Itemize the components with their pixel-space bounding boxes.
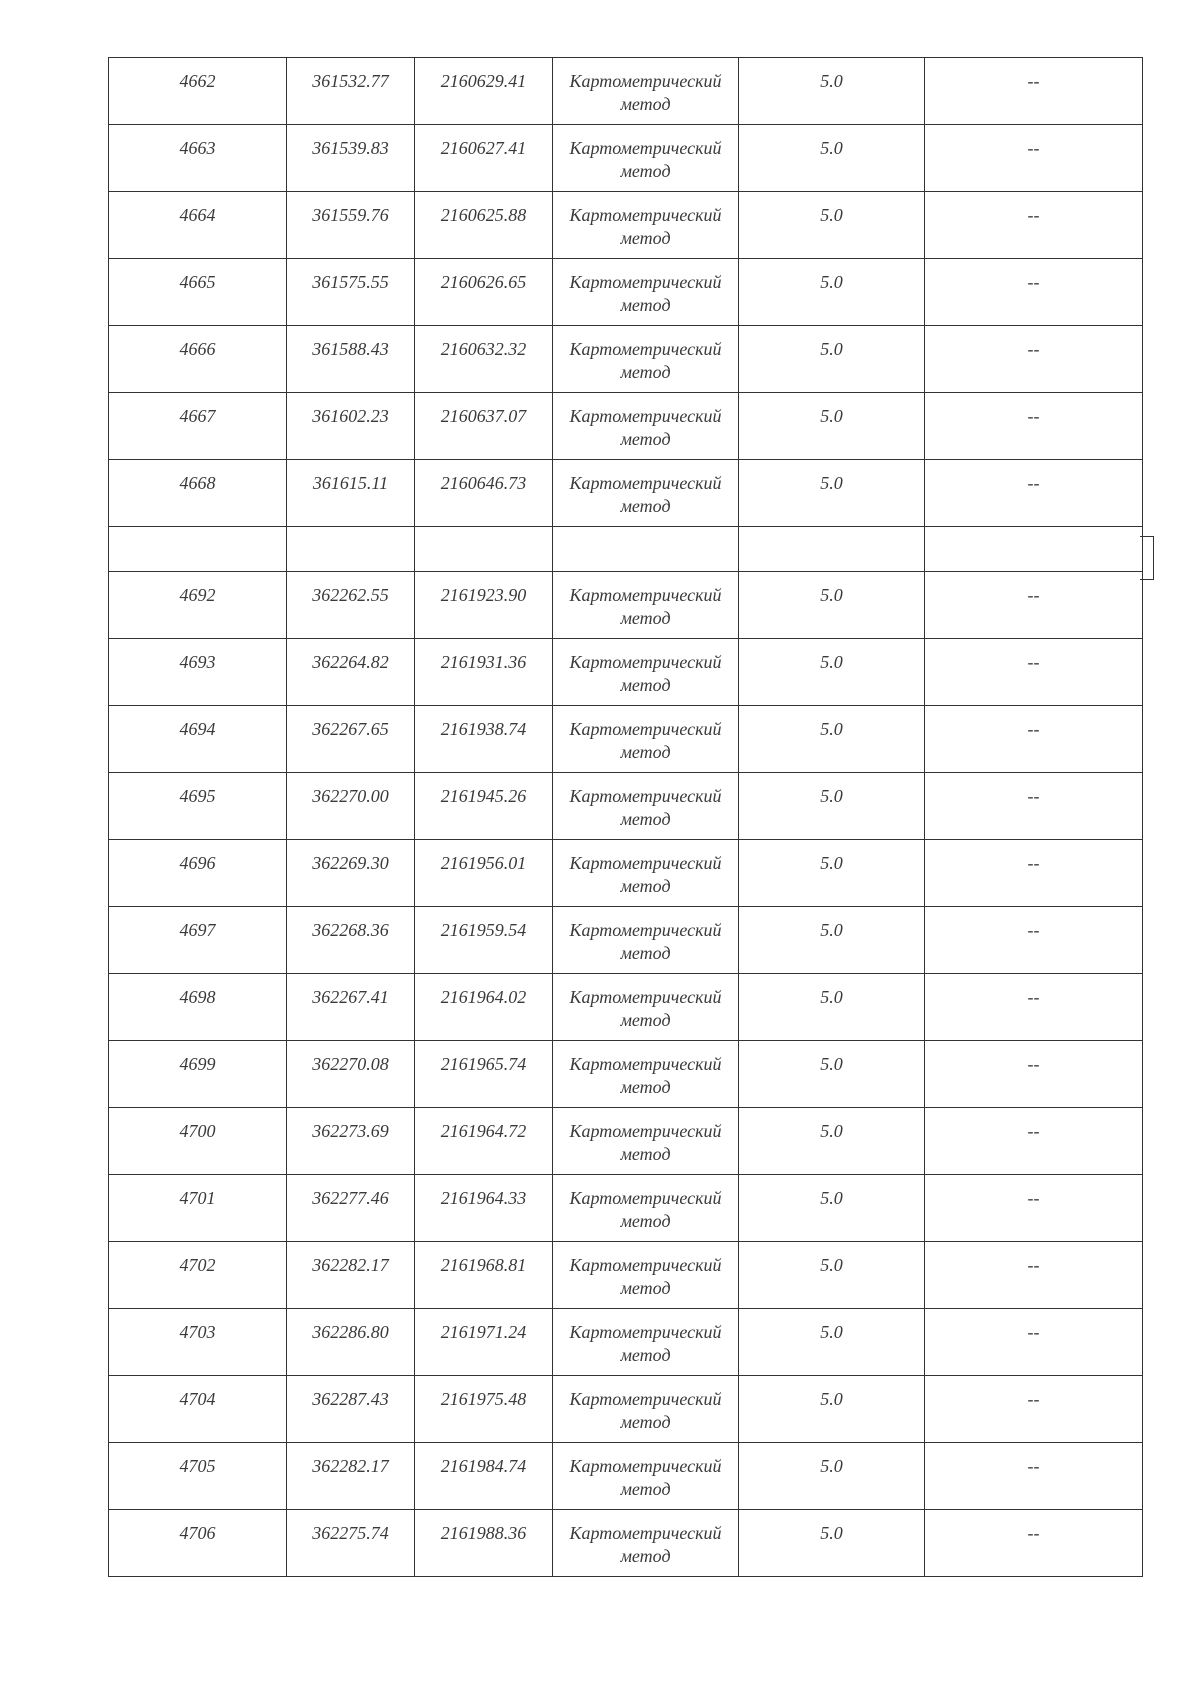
x-coordinate-cell xyxy=(287,393,415,460)
note-cell xyxy=(925,460,1143,527)
y-coordinate-cell-text: 2161938.74 xyxy=(440,719,527,739)
x-coordinate-cell-text: 362273.69 xyxy=(312,1121,389,1141)
point-number-cell xyxy=(109,58,287,125)
accuracy-cell-text: 5.0 xyxy=(820,652,843,672)
point-number-cell-text: 4698 xyxy=(179,987,216,1007)
y-coordinate-cell-text: 2161965.74 xyxy=(440,1054,527,1074)
table-row xyxy=(109,773,1143,840)
x-coordinate-cell xyxy=(287,326,415,393)
x-coordinate-cell-text: 362286.80 xyxy=(312,1322,389,1342)
method-cell xyxy=(553,1108,739,1175)
note-cell-text: -- xyxy=(1027,1255,1040,1275)
note-cell xyxy=(925,58,1143,125)
x-coordinate-cell xyxy=(287,572,415,639)
x-coordinate-cell-text: 362277.46 xyxy=(312,1188,389,1208)
y-coordinate-cell-text: 2160629.41 xyxy=(440,71,527,91)
x-coordinate-cell-text: 362275.74 xyxy=(312,1523,389,1543)
accuracy-cell xyxy=(739,1309,925,1376)
accuracy-cell xyxy=(739,840,925,907)
accuracy-cell-text: 5.0 xyxy=(820,339,843,359)
x-coordinate-cell xyxy=(287,840,415,907)
empty-cell xyxy=(925,527,1143,572)
method-cell xyxy=(553,974,739,1041)
note-cell-text: -- xyxy=(1027,406,1040,426)
accuracy-cell xyxy=(739,326,925,393)
point-number-cell-text: 4667 xyxy=(179,406,216,426)
method-cell xyxy=(553,639,739,706)
table-row xyxy=(109,706,1143,773)
accuracy-cell-text: 5.0 xyxy=(820,406,843,426)
point-number-cell-text: 4692 xyxy=(179,585,216,605)
method-cell-text: Картометрический метод xyxy=(569,406,722,449)
table-row xyxy=(109,907,1143,974)
method-cell xyxy=(553,58,739,125)
x-coordinate-cell xyxy=(287,1376,415,1443)
note-cell xyxy=(925,639,1143,706)
method-cell-text: Картометрический метод xyxy=(569,719,722,762)
method-cell-text: Картометрический метод xyxy=(569,920,722,963)
x-coordinate-cell xyxy=(287,907,415,974)
accuracy-cell xyxy=(739,259,925,326)
accuracy-cell xyxy=(739,1376,925,1443)
table-row xyxy=(109,1309,1143,1376)
x-coordinate-cell-text: 362268.36 xyxy=(312,920,389,940)
x-coordinate-cell xyxy=(287,706,415,773)
y-coordinate-cell-text: 2161931.36 xyxy=(440,652,527,672)
table-row xyxy=(109,1242,1143,1309)
method-cell xyxy=(553,773,739,840)
accuracy-cell xyxy=(739,1108,925,1175)
note-cell-text: -- xyxy=(1027,987,1040,1007)
accuracy-cell-text: 5.0 xyxy=(820,585,843,605)
note-cell xyxy=(925,192,1143,259)
empty-cell xyxy=(287,527,415,572)
note-cell-text: -- xyxy=(1027,719,1040,739)
point-number-cell xyxy=(109,192,287,259)
method-cell xyxy=(553,1175,739,1242)
point-number-cell xyxy=(109,259,287,326)
accuracy-cell xyxy=(739,907,925,974)
method-cell xyxy=(553,125,739,192)
accuracy-cell xyxy=(739,1175,925,1242)
x-coordinate-cell xyxy=(287,974,415,1041)
method-cell xyxy=(553,1510,739,1577)
method-cell xyxy=(553,192,739,259)
method-cell xyxy=(553,259,739,326)
y-coordinate-cell xyxy=(415,1376,553,1443)
y-coordinate-cell xyxy=(415,1309,553,1376)
y-coordinate-cell-text: 2160637.07 xyxy=(440,406,527,426)
point-number-cell xyxy=(109,326,287,393)
note-cell-text: -- xyxy=(1027,138,1040,158)
point-number-cell-text: 4706 xyxy=(179,1523,216,1543)
note-cell xyxy=(925,1175,1143,1242)
note-cell xyxy=(925,1443,1143,1510)
point-number-cell xyxy=(109,1510,287,1577)
y-coordinate-cell-text: 2161968.81 xyxy=(440,1255,527,1275)
accuracy-cell-text: 5.0 xyxy=(820,1121,843,1141)
accuracy-cell-text: 5.0 xyxy=(820,1255,843,1275)
accuracy-cell xyxy=(739,1242,925,1309)
y-coordinate-cell-text: 2161964.33 xyxy=(440,1188,527,1208)
method-cell-text: Картометрический метод xyxy=(569,473,722,516)
point-number-cell xyxy=(109,572,287,639)
y-coordinate-cell xyxy=(415,572,553,639)
y-coordinate-cell xyxy=(415,773,553,840)
empty-separator-row xyxy=(109,527,1143,572)
table-row xyxy=(109,1443,1143,1510)
note-cell xyxy=(925,326,1143,393)
accuracy-cell-text: 5.0 xyxy=(820,1054,843,1074)
y-coordinate-cell xyxy=(415,1175,553,1242)
note-cell-text: -- xyxy=(1027,585,1040,605)
y-coordinate-cell xyxy=(415,706,553,773)
note-cell xyxy=(925,974,1143,1041)
point-number-cell xyxy=(109,1175,287,1242)
y-coordinate-cell xyxy=(415,639,553,706)
method-cell-text: Картометрический метод xyxy=(569,205,722,248)
method-cell-text: Картометрический метод xyxy=(569,1322,722,1365)
accuracy-cell xyxy=(739,460,925,527)
accuracy-cell xyxy=(739,192,925,259)
table-row xyxy=(109,58,1143,125)
y-coordinate-cell xyxy=(415,974,553,1041)
point-number-cell xyxy=(109,125,287,192)
y-coordinate-cell xyxy=(415,58,553,125)
method-cell-text: Картометрический метод xyxy=(569,339,722,382)
x-coordinate-cell xyxy=(287,1108,415,1175)
note-cell-text: -- xyxy=(1027,339,1040,359)
method-cell-text: Картометрический метод xyxy=(569,786,722,829)
note-cell xyxy=(925,1376,1143,1443)
y-coordinate-cell-text: 2160632.32 xyxy=(440,339,527,359)
y-coordinate-cell-text: 2161959.54 xyxy=(440,920,527,940)
note-cell xyxy=(925,572,1143,639)
method-cell-text: Картометрический метод xyxy=(569,1121,722,1164)
method-cell xyxy=(553,840,739,907)
accuracy-cell xyxy=(739,572,925,639)
x-coordinate-cell-text: 361575.55 xyxy=(312,272,389,292)
point-number-cell xyxy=(109,1443,287,1510)
point-number-cell-text: 4699 xyxy=(179,1054,216,1074)
y-coordinate-cell xyxy=(415,1242,553,1309)
point-number-cell xyxy=(109,706,287,773)
table-row xyxy=(109,1108,1143,1175)
x-coordinate-cell-text: 361602.23 xyxy=(312,406,389,426)
x-coordinate-cell xyxy=(287,1175,415,1242)
x-coordinate-cell xyxy=(287,259,415,326)
note-cell-text: -- xyxy=(1027,1188,1040,1208)
note-cell-text: -- xyxy=(1027,1523,1040,1543)
accuracy-cell-text: 5.0 xyxy=(820,1523,843,1543)
table-row xyxy=(109,1376,1143,1443)
empty-cell xyxy=(109,527,287,572)
method-cell-text: Картометрический метод xyxy=(569,1456,722,1499)
method-cell-text: Картометрический метод xyxy=(569,585,722,628)
table-row xyxy=(109,1041,1143,1108)
y-coordinate-cell xyxy=(415,460,553,527)
note-cell-text: -- xyxy=(1027,1456,1040,1476)
method-cell-text: Картометрический метод xyxy=(569,853,722,896)
accuracy-cell xyxy=(739,1443,925,1510)
note-cell xyxy=(925,1242,1143,1309)
point-number-cell-text: 4668 xyxy=(179,473,216,493)
y-coordinate-cell-text: 2160646.73 xyxy=(440,473,527,493)
y-coordinate-cell xyxy=(415,840,553,907)
note-cell xyxy=(925,393,1143,460)
accuracy-cell-text: 5.0 xyxy=(820,1322,843,1342)
method-cell xyxy=(553,326,739,393)
point-number-cell-text: 4693 xyxy=(179,652,216,672)
accuracy-cell-text: 5.0 xyxy=(820,71,843,91)
accuracy-cell-text: 5.0 xyxy=(820,786,843,806)
note-cell xyxy=(925,907,1143,974)
y-coordinate-cell-text: 2161971.24 xyxy=(440,1322,527,1342)
point-number-cell-text: 4697 xyxy=(179,920,216,940)
point-number-cell xyxy=(109,393,287,460)
x-coordinate-cell xyxy=(287,1443,415,1510)
note-cell xyxy=(925,1108,1143,1175)
accuracy-cell-text: 5.0 xyxy=(820,473,843,493)
method-cell xyxy=(553,1309,739,1376)
table-row xyxy=(109,259,1143,326)
y-coordinate-cell-text: 2161964.72 xyxy=(440,1121,527,1141)
point-number-cell-text: 4694 xyxy=(179,719,216,739)
note-cell-text: -- xyxy=(1027,853,1040,873)
note-cell-text: -- xyxy=(1027,786,1040,806)
y-coordinate-cell-text: 2161975.48 xyxy=(440,1389,527,1409)
method-cell xyxy=(553,1041,739,1108)
point-number-cell xyxy=(109,639,287,706)
table-row xyxy=(109,840,1143,907)
accuracy-cell xyxy=(739,125,925,192)
note-cell xyxy=(925,840,1143,907)
y-coordinate-cell xyxy=(415,326,553,393)
x-coordinate-cell xyxy=(287,1041,415,1108)
accuracy-cell xyxy=(739,58,925,125)
note-cell-text: -- xyxy=(1027,205,1040,225)
x-coordinate-cell-text: 362267.65 xyxy=(312,719,389,739)
x-coordinate-cell xyxy=(287,1242,415,1309)
note-cell xyxy=(925,1309,1143,1376)
point-number-cell xyxy=(109,1309,287,1376)
x-coordinate-cell xyxy=(287,460,415,527)
y-coordinate-cell-text: 2161988.36 xyxy=(440,1523,527,1543)
table-row xyxy=(109,125,1143,192)
method-cell-text: Картометрический метод xyxy=(569,71,722,114)
accuracy-cell-text: 5.0 xyxy=(820,138,843,158)
table-row xyxy=(109,460,1143,527)
point-number-cell-text: 4695 xyxy=(179,786,216,806)
note-cell-text: -- xyxy=(1027,920,1040,940)
y-coordinate-cell-text: 2160627.41 xyxy=(440,138,527,158)
accuracy-cell-text: 5.0 xyxy=(820,1188,843,1208)
table-row xyxy=(109,974,1143,1041)
note-cell xyxy=(925,259,1143,326)
point-number-cell-text: 4701 xyxy=(179,1188,216,1208)
method-cell-text: Картометрический метод xyxy=(569,987,722,1030)
point-number-cell xyxy=(109,460,287,527)
table-row xyxy=(109,1175,1143,1242)
x-coordinate-cell-text: 362267.41 xyxy=(312,987,389,1007)
y-coordinate-cell-text: 2161964.02 xyxy=(440,987,527,1007)
point-number-cell xyxy=(109,1108,287,1175)
note-cell-text: -- xyxy=(1027,1389,1040,1409)
point-number-cell-text: 4663 xyxy=(179,138,216,158)
method-cell xyxy=(553,460,739,527)
point-number-cell-text: 4703 xyxy=(179,1322,216,1342)
coordinates-table-body xyxy=(109,58,1143,1577)
x-coordinate-cell-text: 362262.55 xyxy=(312,585,389,605)
x-coordinate-cell-text: 362287.43 xyxy=(312,1389,389,1409)
accuracy-cell xyxy=(739,1041,925,1108)
point-number-cell-text: 4704 xyxy=(179,1389,216,1409)
x-coordinate-cell xyxy=(287,192,415,259)
table-row xyxy=(109,1510,1143,1577)
y-coordinate-cell-text: 2161956.01 xyxy=(440,853,527,873)
accuracy-cell xyxy=(739,773,925,840)
method-cell xyxy=(553,907,739,974)
point-number-cell-text: 4666 xyxy=(179,339,216,359)
y-coordinate-cell xyxy=(415,393,553,460)
accuracy-cell-text: 5.0 xyxy=(820,920,843,940)
note-cell xyxy=(925,125,1143,192)
method-cell xyxy=(553,1376,739,1443)
note-cell-text: -- xyxy=(1027,473,1040,493)
coordinates-table xyxy=(108,57,1143,1577)
table-row xyxy=(109,639,1143,706)
note-cell xyxy=(925,1041,1143,1108)
x-coordinate-cell-text: 362264.82 xyxy=(312,652,389,672)
table-row xyxy=(109,326,1143,393)
point-number-cell-text: 4705 xyxy=(179,1456,216,1476)
note-cell-text: -- xyxy=(1027,71,1040,91)
method-cell-text: Картометрический метод xyxy=(569,1054,722,1097)
x-coordinate-cell-text: 362269.30 xyxy=(312,853,389,873)
point-number-cell-text: 4664 xyxy=(179,205,216,225)
accuracy-cell-text: 5.0 xyxy=(820,1389,843,1409)
accuracy-cell-text: 5.0 xyxy=(820,987,843,1007)
accuracy-cell xyxy=(739,706,925,773)
table-row xyxy=(109,572,1143,639)
y-coordinate-cell xyxy=(415,259,553,326)
y-coordinate-cell xyxy=(415,125,553,192)
table-gap-row-extension xyxy=(1140,536,1154,580)
x-coordinate-cell xyxy=(287,1309,415,1376)
note-cell xyxy=(925,773,1143,840)
point-number-cell xyxy=(109,773,287,840)
accuracy-cell-text: 5.0 xyxy=(820,719,843,739)
y-coordinate-cell xyxy=(415,1108,553,1175)
note-cell-text: -- xyxy=(1027,652,1040,672)
point-number-cell-text: 4702 xyxy=(179,1255,216,1275)
y-coordinate-cell-text: 2160626.65 xyxy=(440,272,527,292)
point-number-cell-text: 4662 xyxy=(179,71,216,91)
note-cell-text: -- xyxy=(1027,1054,1040,1074)
x-coordinate-cell-text: 361588.43 xyxy=(312,339,389,359)
x-coordinate-cell xyxy=(287,58,415,125)
x-coordinate-cell-text: 362282.17 xyxy=(312,1255,389,1275)
accuracy-cell-text: 5.0 xyxy=(820,272,843,292)
method-cell xyxy=(553,706,739,773)
accuracy-cell-text: 5.0 xyxy=(820,205,843,225)
point-number-cell-text: 4696 xyxy=(179,853,216,873)
x-coordinate-cell-text: 362282.17 xyxy=(312,1456,389,1476)
x-coordinate-cell-text: 361539.83 xyxy=(312,138,389,158)
x-coordinate-cell-text: 361615.11 xyxy=(312,473,389,493)
y-coordinate-cell xyxy=(415,907,553,974)
accuracy-cell xyxy=(739,393,925,460)
y-coordinate-cell xyxy=(415,1041,553,1108)
point-number-cell-text: 4665 xyxy=(179,272,216,292)
y-coordinate-cell-text: 2161923.90 xyxy=(440,585,527,605)
x-coordinate-cell-text: 361532.77 xyxy=(312,71,389,91)
method-cell-text: Картометрический метод xyxy=(569,138,722,181)
accuracy-cell-text: 5.0 xyxy=(820,853,843,873)
x-coordinate-cell xyxy=(287,1510,415,1577)
note-cell-text: -- xyxy=(1027,1121,1040,1141)
y-coordinate-cell-text: 2160625.88 xyxy=(440,205,527,225)
point-number-cell-text: 4700 xyxy=(179,1121,216,1141)
point-number-cell xyxy=(109,1041,287,1108)
x-coordinate-cell-text: 362270.08 xyxy=(312,1054,389,1074)
x-coordinate-cell xyxy=(287,125,415,192)
y-coordinate-cell-text: 2161984.74 xyxy=(440,1456,527,1476)
table-row xyxy=(109,192,1143,259)
method-cell-text: Картометрический метод xyxy=(569,1188,722,1231)
empty-cell xyxy=(739,527,925,572)
method-cell xyxy=(553,1443,739,1510)
x-coordinate-cell xyxy=(287,639,415,706)
accuracy-cell xyxy=(739,974,925,1041)
y-coordinate-cell xyxy=(415,192,553,259)
note-cell xyxy=(925,706,1143,773)
point-number-cell xyxy=(109,1242,287,1309)
y-coordinate-cell xyxy=(415,1443,553,1510)
method-cell xyxy=(553,1242,739,1309)
empty-cell xyxy=(553,527,739,572)
y-coordinate-cell-text: 2161945.26 xyxy=(440,786,527,806)
method-cell xyxy=(553,572,739,639)
x-coordinate-cell-text: 361559.76 xyxy=(312,205,389,225)
point-number-cell xyxy=(109,1376,287,1443)
empty-cell xyxy=(415,527,553,572)
accuracy-cell-text: 5.0 xyxy=(820,1456,843,1476)
note-cell-text: -- xyxy=(1027,1322,1040,1342)
method-cell-text: Картометрический метод xyxy=(569,272,722,315)
note-cell xyxy=(925,1510,1143,1577)
point-number-cell xyxy=(109,907,287,974)
method-cell-text: Картометрический метод xyxy=(569,652,722,695)
table-row xyxy=(109,393,1143,460)
note-cell-text: -- xyxy=(1027,272,1040,292)
x-coordinate-cell-text: 362270.00 xyxy=(312,786,389,806)
method-cell-text: Картометрический метод xyxy=(569,1389,722,1432)
method-cell xyxy=(553,393,739,460)
accuracy-cell xyxy=(739,639,925,706)
x-coordinate-cell xyxy=(287,773,415,840)
method-cell-text: Картометрический метод xyxy=(569,1255,722,1298)
accuracy-cell xyxy=(739,1510,925,1577)
point-number-cell xyxy=(109,974,287,1041)
point-number-cell xyxy=(109,840,287,907)
method-cell-text: Картометрический метод xyxy=(569,1523,722,1566)
y-coordinate-cell xyxy=(415,1510,553,1577)
